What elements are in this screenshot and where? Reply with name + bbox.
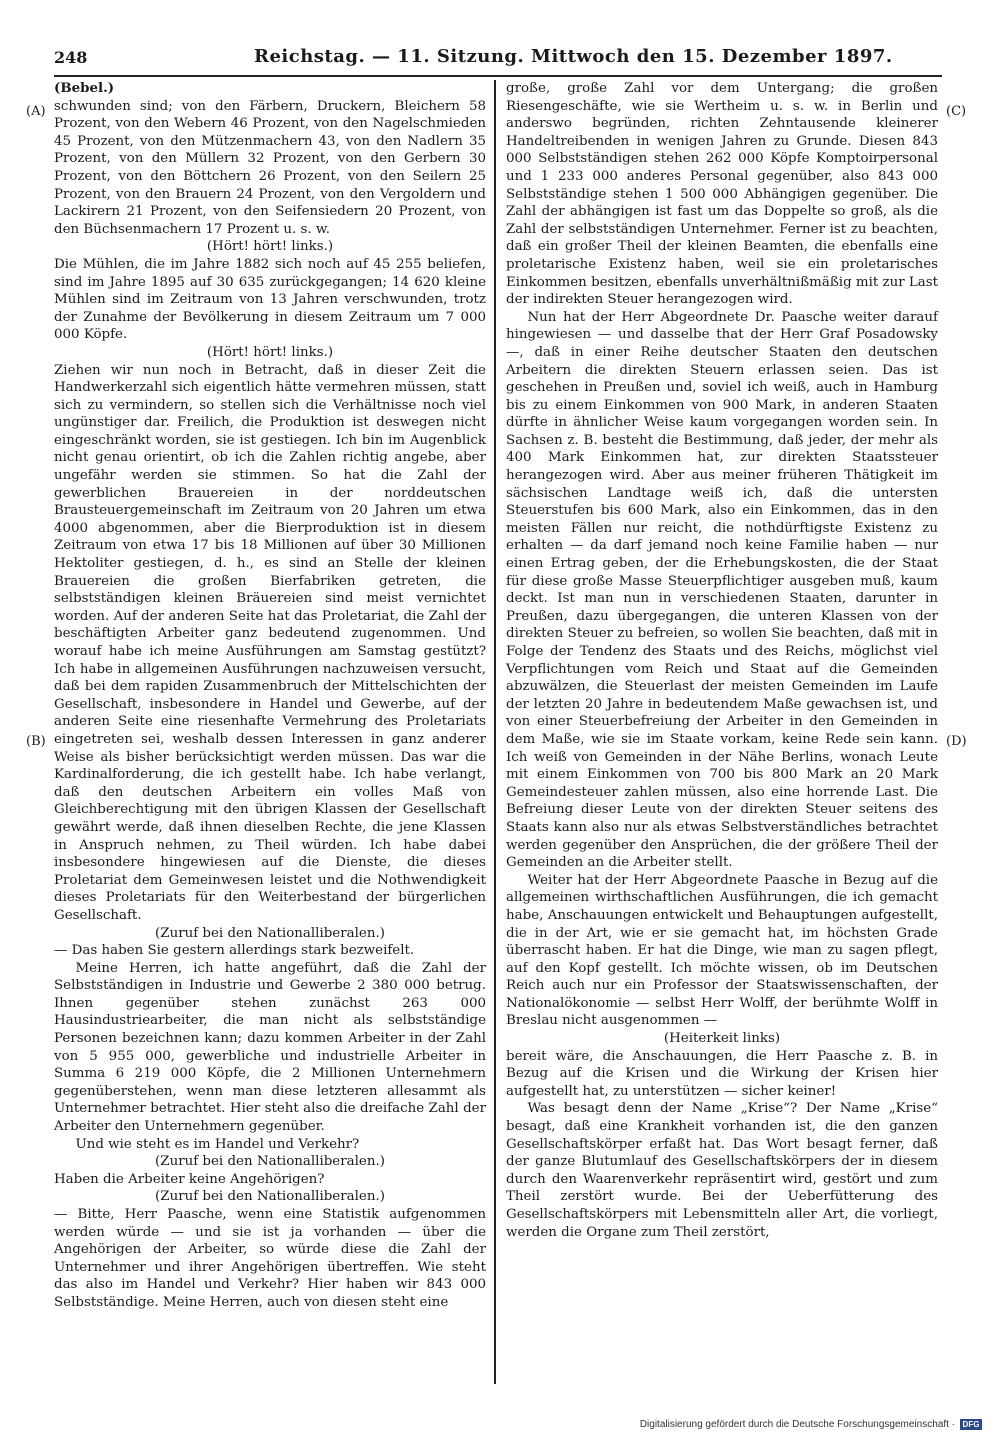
paragraph: schwunden sind; von den Färbern, Druckern, Bleichern 58 Prozent, von den Webern 46 Prozent, von den Nagelschmieden 45 Prozent, von den Mützenmachern 43, von den Nadlern 35 Prozent, von den Müllern 32 Prozent, von den Gerbern 30 Prozent, von den Böttchern 26 Prozent, von den Seilern 25 Prozent, von den Brauern 24 Prozent, von den Vergoldern und Lackirern 21 Prozent, von den Seifensiedern 20 Prozent, von den Büchsenmachern 17 Prozent u. s. w. (54, 98, 486, 237)
paragraph: Ziehen wir nun noch in Betracht, daß in dieser Zeit die Handwerkerzahl sich eigentlich hätte vermehren müssen, statt sich zu vermindern, so stellen sich die Verhältnisse noch viel ungünstiger dar. Freilich, die Produktion ist deswegen nicht eingeschränkt worden, sie ist gestiegen. Ich bin im Augenblick nicht genau orientirt, ob ich die Zahlen richtig angebe, aber ungefähr werden sie stimmen. So hat die Zahl der gewerblichen Brauereien in der norddeutschen Brausteuergemeinschaft im Zeitraum von 20 Jahren um etwa 4000 abgenommen, aber die Bierproduktion ist in diesem Zeitraum von etwa 17 bis 18 Millionen auf über 30 Millionen Hektoliter gestiegen, d. h., es sind an Stelle der kleinen Brauereien die großen Bierfabriken getreten, die selbstständigen kleinen Bräuereien sind meist vernichtet worden. Auf der anderen Seite hat das Proletariat, die Zahl der beschäftigten Arbeiter ganz bedeutend zugenommen. Und worauf habe ich meine Ausführungen am Samstag gestützt? Ich habe in allgemeinen Ausführungen nachzuweisen versucht, daß bei dem rapiden Zusammenbruch der Mittelschichten der Gesellschaft, insbesondere in Handel und Gewerbe, auf der anderen Seite eine riesenhafte Vermehrung des Proletariats eingetreten sei, weshalb dessen Interessen in ganz anderer Weise als bisher berücksichtigt werden müssen. Das war die Kardinalforderung, die ich gestellt habe. Ich habe verlangt, daß den deutschen Arbeitern ein volles Maß von Gleichberechtigung mit den übrigen Klassen der Gesellschaft gewährt werde, daß ihnen dieselben Rechte, die jene Klassen in Anspruch nehmen, zu Theil würden. Ich habe dabei insbesondere hingewiesen auf die Dienste, die dieses Proletariat dem Gemeinwesen leistet und die Nothwendigkeit dieses Proletariats für den Weiterbestand der bürgerlichen Gesellschaft. (54, 362, 486, 923)
dfg-logo-icon: DFG (960, 1419, 982, 1430)
running-head: Reichstag. — 11. Sitzung. Mittwoch den 15. Dezember 1897. (254, 46, 893, 67)
paragraph: Nun hat der Herr Abgeordnete Dr. Paasche weiter darauf hingewiesen — und dasselbe that der Herr Graf Posadowsky —, daß in einer Reihe deutscher Staaten den deutschen Arbeitern die direkten Steuern erlassen seien. Das ist geschehen in Preußen und, soviel ich weiß, auch in Hamburg bis zu einem Einkommen von 900 Mark, in anderen Staaten dürfte in ähnlicher Weise kaum vorgegangen worden sein. In Sachsen z. B. besteht die Bestimmung, daß jeder, der mehr als 400 Mark Einkommen hat, zur direkten Staatssteuer herangezogen wird. Aber aus meiner früheren Thätigkeit im sächsischen Landtage weiß ich, daß die untersten Steuerstufen bis 600 Mark, also ein Einkommen, das in den meisten Fällen nur reicht, die nothdürftigste Existenz zu erhalten — da darf jemand noch keine Familie haben — nur einen Ertrag geben, der die Erhebungskosten, die der Staat für diese große Masse Steuerpflichtiger ausgeben muß, kaum deckt. Ist man nun in verschiedenen Staaten, darunter in Preußen, dazu übergegangen, die unteren Klassen von der direkten Steuer zu befreien, so wollen Sie beachten, daß mit in Folge der Tendenz des Staats und des Reichs, möglichst viel Verpflichtungen vom Reich und Staat auf die Gemeinden abzuwälzen, die Steuerlast der meisten Gemeinden im Laufe der letzten 20 Jahre in bedeutendem Maße gewachsen ist, und von einer Steuerbefreiung der Arbeiter in den Gemeinden in dem Maße, wie sie im Staate vorkam, keine Rede sein kann. Ich weiß von Gemeinden in der Nähe Berlins, wonach Leute mit einem Einkommen von 700 bis 800 Mark an 20 Mark Gemeindesteuer zahlen müssen, also eine horrende Last. Die Befreiung dieser Leute von der direkten Steuer seitens des Staats kann also nur als etwas Selbstverständliches betrachtet werden gegenüber den Ansprüchen, die der größere Theil der Gemeinden an die Arbeiter stellt. (506, 309, 938, 871)
paragraph: — Das haben Sie gestern allerdings stark bezweifelt. (54, 943, 415, 959)
margin-marker-c: (C) (946, 104, 967, 119)
paragraph: Was besagt denn der Name „Krise“? Der Name „Krise“ besagt, daß eine Krankheit vorhanden ist, die den ganzen Gesellschaftskörper erfaßt hat. Das Wort besagt ferner, daß der ganze Blutumlauf des Gesellschaftskörpers der in diesem durch den Waarenverkehr repräsentirt wird, gestört und zum Theil zerstört wurde. Bei der Ueberfütterung des Gesellschaftskörpers mit Lebensmitteln aller Art, die vorliegt, werden die Organe zum Theil zerstört, (506, 1101, 938, 1240)
left-column (54, 80, 486, 1312)
page-number: 248 (54, 48, 88, 67)
funding-note: Digitalisierung gefördert durch die Deutsche Forschungsgemeinschaft · (639, 1418, 955, 1430)
margin-marker-d: (D) (946, 734, 967, 749)
interjection: (Zuruf bei den Nationalliberalen.) (155, 1189, 385, 1205)
interjection: (Hört! hört! links.) (206, 239, 334, 255)
interjection: (Zuruf bei den Nationalliberalen.) (155, 1154, 385, 1170)
paragraph: Weiter hat der Herr Abgeordnete Paasche in Bezug auf die allgemeinen wirthschaftlichen Ausführungen, die ich gemacht habe, Anschauungen entwickelt und Behauptungen aufgestellt, die in der Art, wie er sie gemacht hat, im höchsten Grade überrascht haben. Er hat die Dinge, wie man zu sagen pflegt, auf den Kopf gestellt. Ich möchte wissen, ob im Deutschen Reich auch nur ein Professor der Staatswissenschaften, der Nationalökonomie — selbst Herr Wolff, der berühmte Wolff in Breslau nicht ausgenommen — (506, 872, 938, 1029)
margin-marker-b: (B) (26, 734, 46, 749)
paragraph: große, große Zahl vor dem Untergang; die großen Riesengeschäfte, wie sie Wertheim u. s. w. in Berlin und anderswo begründen, richten Zehntausende kleinerer Handeltreibenden in wenigen Jahren zu Grunde. Diesen 843 000 Selbstständigen stehen 262 000 Köpfe Komptoirpersonal und 1 233 000 anderes Personal gegenüber, also 843 000 Selbstständige stehen 1 500 000 Abhängigen gegenüber. Die Zahl der abhängigen ist fast um das Doppelte so groß, als die Zahl der selbstständigen Unternehmer. Ferner ist zu beachten, daß ein großer Theil der kleinen Beamten, die ebenfalls eine proletarische Existenz haben, weil sie ein proletarisches Einkommen besitzen, ebenfalls unverhältnißmäßig mit zur Last der indirekten Steuer herangezogen wird. (506, 81, 938, 308)
paragraph: Und wie steht es im Handel und Verkehr? (75, 1136, 360, 1152)
page-footer (640, 1417, 982, 1431)
column-rule (494, 80, 496, 1384)
header-rule (54, 75, 942, 77)
paragraph: Meine Herren, ich hatte angeführt, daß die Zahl der Selbstständigen in Industrie und Gewerbe 2 380 000 betrug. Ihnen gegenüber stehen zunächst 263 000 Hausindustriearbeiter, die man nicht als selbstständige Personen bezeichnen kann; dazu kommen Arbeiter in der Zahl von 5 955 000, gewerbliche und industrielle Arbeiter in Summa 6 219 000 Köpfe, die 2 Millionen Unternehmern gegenüberstehen, wenn man diese letzteren allesammt als Unternehmer betrachtet. Hier steht also die dreifache Zahl der Arbeiter den Unternehmern gegenüber. (54, 960, 486, 1135)
paragraph: Haben die Arbeiter keine Angehörigen? (54, 1171, 325, 1187)
paragraph: Die Mühlen, die im Jahre 1882 sich noch auf 45 255 beliefen, sind im Jahre 1895 auf 30 635 zurückgegangen; 14 620 kleine Mühlen sind im Zeitraum von 13 Jahren verschwunden, trotz der Zunahme der Bevölkerung in diesem Zeitraum um 7 000 000 Köpfe. (54, 256, 486, 343)
paragraph: — Bitte, Herr Paasche, wenn eine Statistik aufgenommen werden würde — und sie ist ja vorhanden — über die Angehörigen der Arbeiter, so würde diese die Zahl der Unternehmer und ihrer Angehörigen übertreffen. Wie steht das also im Handel und Verkehr? Hier haben wir 843 000 Selbstständige. Meine Herren, auch von diesen steht eine (54, 1207, 486, 1310)
interjection: (Heiterkeit links) (663, 1031, 781, 1047)
right-column (506, 80, 938, 1241)
margin-marker-a: (A) (26, 104, 46, 119)
interjection: (Hört! hört! links.) (206, 344, 334, 360)
paragraph: bereit wäre, die Anschauungen, die Herr Paasche z. B. in Bezug auf die Krisen und die Wirkung der Krisen hier aufgestellt hat, zu unterstützen — sicher keiner! (506, 1048, 938, 1099)
speaker-name: (Bebel.) (54, 80, 115, 96)
interjection: (Zuruf bei den Nationalliberalen.) (155, 925, 385, 941)
page-header (54, 44, 942, 74)
